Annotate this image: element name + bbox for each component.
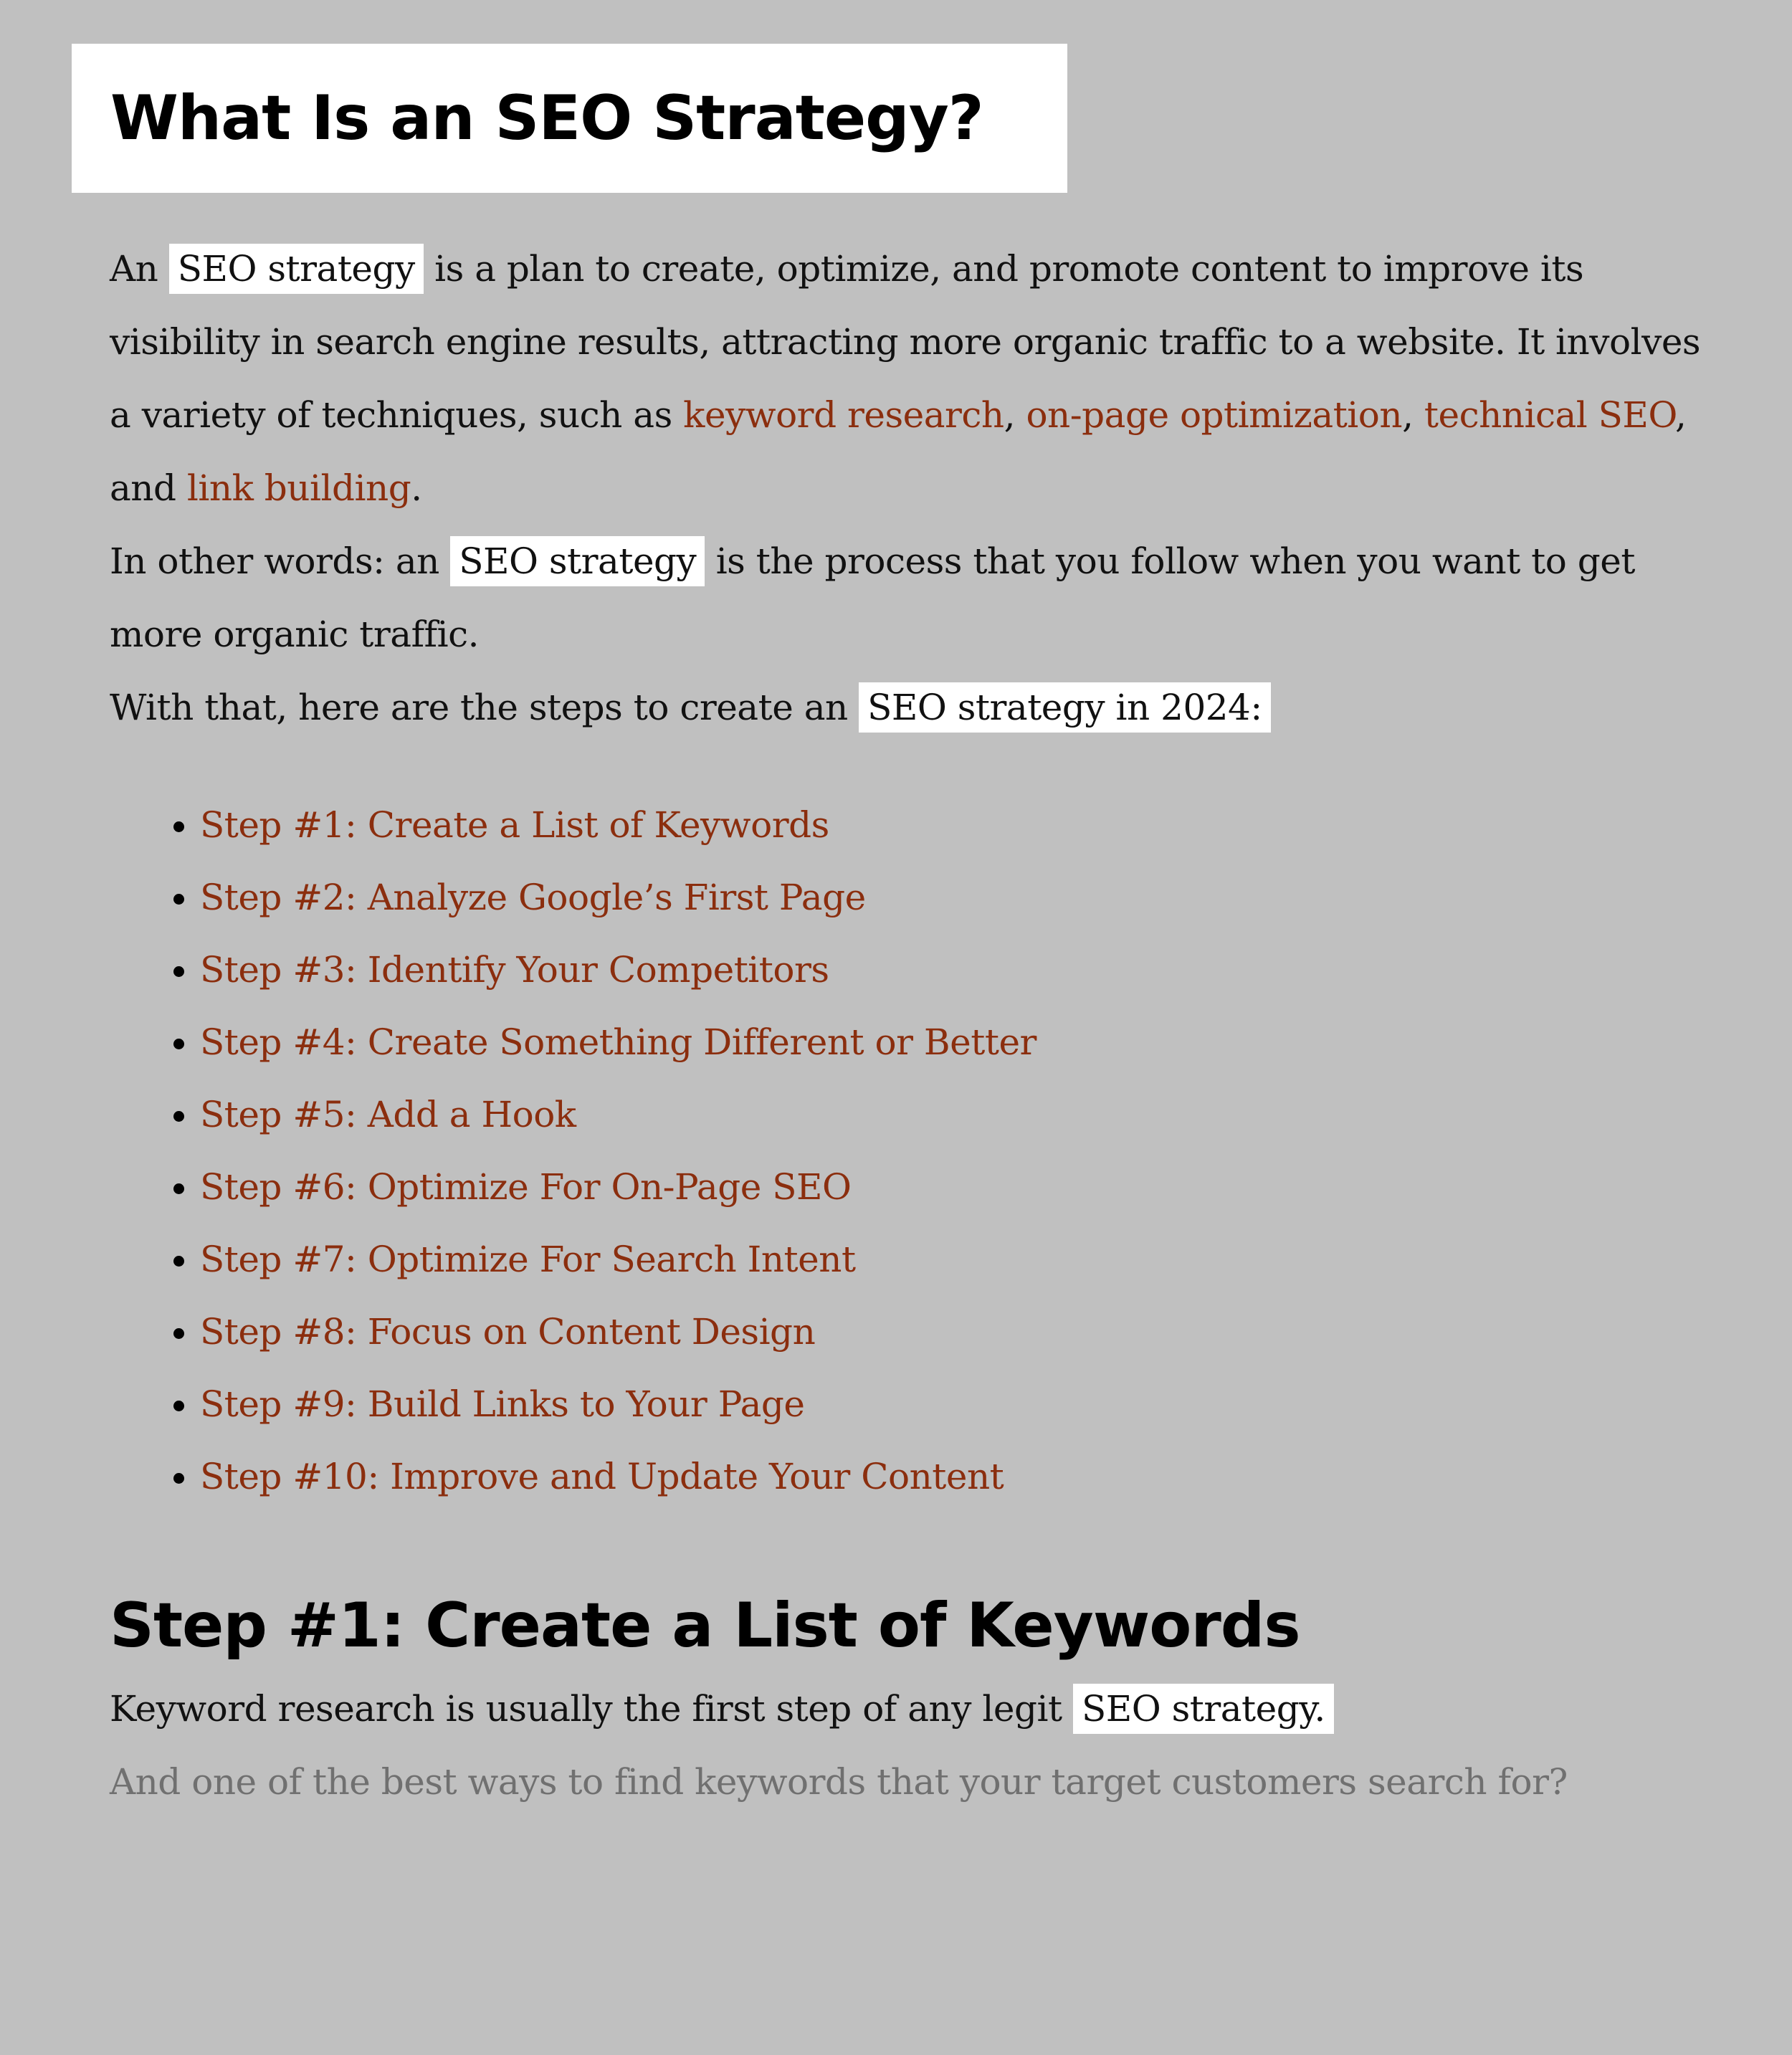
steps-intro-paragraph <box>110 671 1715 744</box>
list-item <box>200 1441 1715 1513</box>
intro-text-2: is a plan to create, optimize, and promote content to improve its visibility in search engine results, attracting more organic traffic to a website. It involves a variety of techniques, such as <box>110 248 1701 436</box>
list-item <box>200 1296 1715 1368</box>
link-link-building[interactable]: link building <box>186 467 411 509</box>
other-words-paragraph <box>110 525 1715 671</box>
article-content <box>110 232 1715 1818</box>
bottom-fade-overlay <box>0 1964 1792 2055</box>
intro-sep-1: , <box>1004 394 1026 436</box>
step-link-6[interactable]: Step #6: Optimize For On-Page SEO <box>200 1166 852 1208</box>
page-title: What Is an SEO Strategy? <box>110 82 983 154</box>
step-link-7[interactable]: Step #7: Optimize For Search Intent <box>200 1239 856 1280</box>
list-item <box>200 1151 1715 1224</box>
step-link-8[interactable]: Step #8: Focus on Content Design <box>200 1311 816 1353</box>
highlight-seo-strategy-2: SEO strategy <box>450 536 705 586</box>
highlight-seo-strategy: SEO strategy <box>169 244 424 294</box>
step-1-heading: Step #1: Create a List of Keywords <box>110 1590 1300 1661</box>
link-technical-seo[interactable]: technical SEO <box>1424 394 1675 436</box>
step-link-4[interactable]: Step #4: Create Something Different or Better <box>200 1021 1036 1063</box>
step-link-3[interactable]: Step #3: Identify Your Competitors <box>200 949 829 991</box>
intro-text-4: . <box>411 467 422 509</box>
list-item <box>200 1224 1715 1296</box>
step-link-10[interactable]: Step #10: Improve and Update Your Content <box>200 1456 1004 1497</box>
list-item <box>200 1006 1715 1079</box>
highlight-seo-strategy-3: SEO strategy. <box>1073 1684 1334 1734</box>
highlight-seo-strategy-2024: SEO strategy in 2024: <box>859 682 1271 733</box>
keyword-research-text: Keyword research is usually the first step of any legit <box>110 1688 1073 1730</box>
list-item <box>200 862 1715 934</box>
link-on-page-optimization[interactable]: on-page optimization <box>1026 394 1403 436</box>
keyword-research-paragraph <box>110 1672 1715 1745</box>
other-words-text-2: is the process that you follow when you want to get more organic traffic. <box>110 540 1635 655</box>
list-item <box>200 1368 1715 1441</box>
list-item <box>200 1079 1715 1151</box>
steps-intro-text: With that, here are the steps to create an <box>110 687 859 728</box>
step-link-2[interactable]: Step #2: Analyze Google’s First Page <box>200 877 866 918</box>
intro-text-3: , and <box>110 394 1687 509</box>
step-link-9[interactable]: Step #9: Build Links to Your Page <box>200 1383 805 1425</box>
intro-sep-2: , <box>1402 394 1424 436</box>
faded-paragraph: And one of the best ways to find keywords that your target customers search for? <box>110 1761 1568 1803</box>
list-item <box>200 934 1715 1006</box>
step-link-5[interactable]: Step #5: Add a Hook <box>200 1094 576 1135</box>
intro-paragraph <box>110 232 1715 525</box>
other-words-text-1: In other words: an <box>110 540 451 582</box>
step-link-1[interactable]: Step #1: Create a List of Keywords <box>200 804 829 846</box>
title-highlight-box <box>72 44 1067 193</box>
link-keyword-research[interactable]: keyword research <box>683 394 1004 436</box>
list-item <box>200 789 1715 862</box>
intro-text-1: An <box>110 248 169 290</box>
steps-list <box>110 789 1715 1513</box>
